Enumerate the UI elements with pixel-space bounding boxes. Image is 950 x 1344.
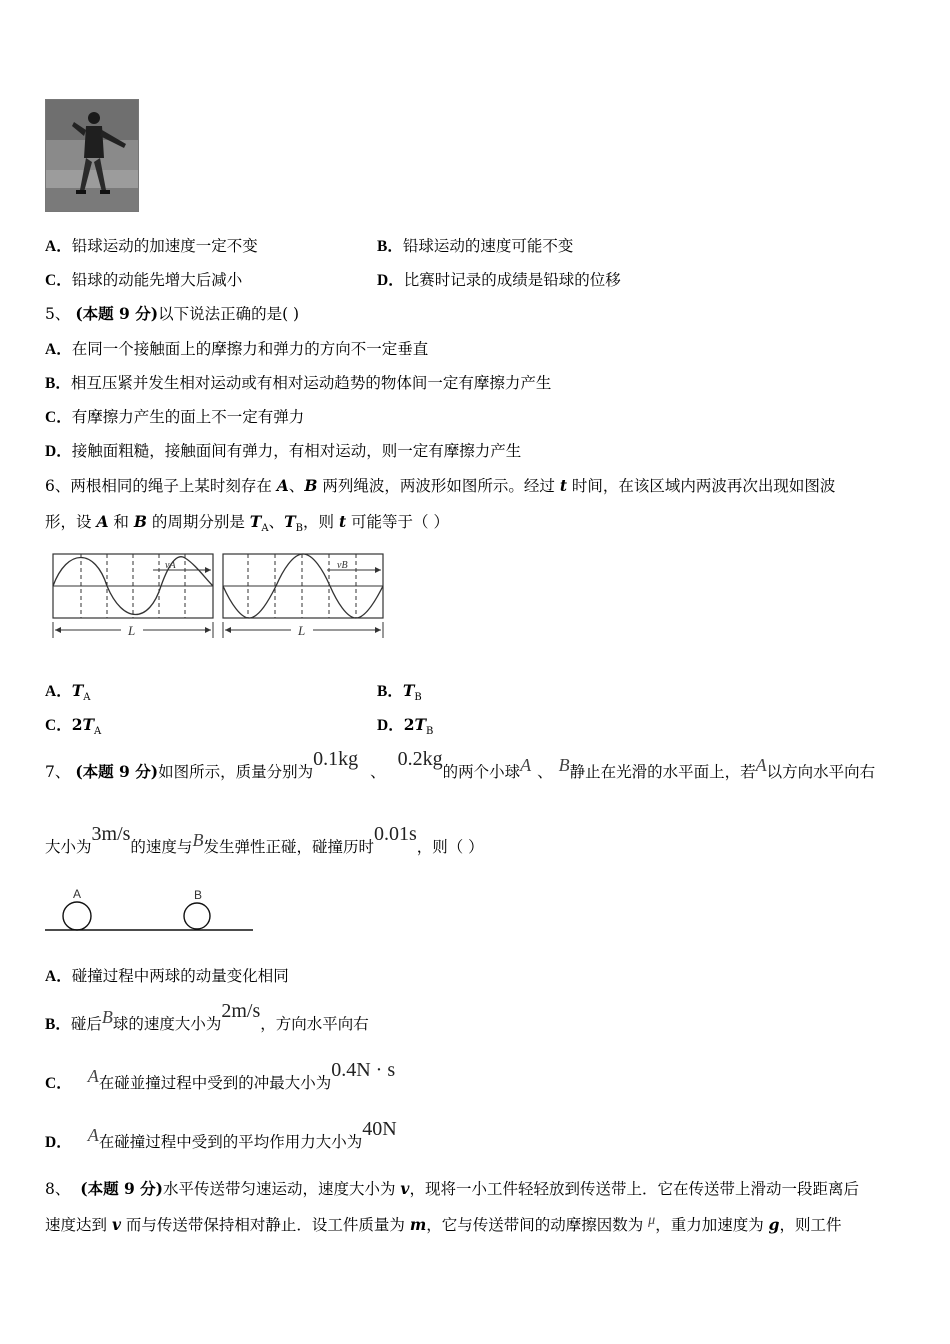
q8-stem-line2: 速度达到 v 而与传送带保持相对静止．设工件质量为 m，它与传送带间的动摩擦因数为 μ，重力加速度为 g，则工件 [45,1213,842,1234]
q5-option-b: B．相互压紧并发生相对运动或有相对运动趋势的物体间一定有摩擦力产生 [45,374,552,392]
athlete-image [46,100,138,211]
q7-balls-figure [45,884,257,934]
q6-option-d: D．$2T_B$ [377,715,434,738]
q5-option-d: D．接触面粗糙，接触面间有弹力，有相对运动，则一定有摩擦力产生 [45,442,522,460]
wave-a-panel [53,554,213,638]
q7-option-a: A．碰撞过程中两球的动量变化相同 [45,967,289,985]
q7-option-d: D． A在碰撞过程中受到的平均作用力大小为40N [45,1118,397,1151]
q5-option-a: A．在同一个接触面上的摩擦力和弹力的方向不一定垂直 [45,340,429,358]
q6-stem-line1: 6、两根相同的绳子上某时刻存在 A、B 两列绳波，两波形如图所示。经过 t 时间，在该区域内两波再次出现如图波 [45,476,836,495]
q5-option-c: C．有摩擦力产生的面上不一定有弹力 [45,408,305,426]
ball-a [63,902,91,930]
q7-option-c: C． A在碰並撞过程中受到的冲最大小为0.4N · s [45,1059,396,1092]
q6-vb-label: vB [337,560,348,571]
q6-stem-line2: 形，设 A 和 B 的周期分别是 $T_A$、$T_B$，则 t 可能等于（ ） [45,512,449,535]
q6-option-a: A．$T_A$ [45,681,91,704]
q5-stem: 5、 (本题 9 分)以下说法正确的是( ) [45,304,300,323]
q7-fig-label-b: B [194,888,203,902]
q6-option-c: C．$2T_A$ [45,715,102,738]
q4-option-a: A．铅球运动的加速度一定不变 [45,237,258,255]
q6-wave-figure [45,548,390,640]
q4-option-c: C．铅球的动能先增大后减小 [45,271,243,289]
q7-stem-line2: 大小为3m/s的速度与B发生弹性正碰，碰撞历时0.01s，则（ ） [45,823,484,856]
shot-put-photo [45,99,139,212]
wave-b-panel [223,554,383,638]
q7-fig-label-a: A [73,887,82,901]
q6-va-label: vA [165,560,176,571]
ball-b [184,903,210,929]
q6-length-label-b: L [298,623,306,638]
q6-option-b: B．$T_B$ [377,681,422,704]
q6-length-label-a: L [128,623,136,638]
q7-option-b: B．碰后B球的速度大小为2m/s，方向水平向右 [45,1000,369,1033]
q4-option-d: D．比赛时记录的成绩是铅球的位移 [377,271,621,289]
q7-stem-line1: 7、 (本题 9 分)如图所示，质量分别为0.1kg、0.2kg的两个小球A 、 B静止在光滑的水平面上，若A以方向水平向右 [45,748,876,781]
q8-stem-line1: 8、 (本题 9 分)水平传送带匀速运动，速度大小为 v，现将一小工件轻轻放到传送带上．它在传送带上滑动一段距离后 [45,1179,859,1198]
q4-option-b: B．铅球运动的速度可能不变 [377,237,574,255]
